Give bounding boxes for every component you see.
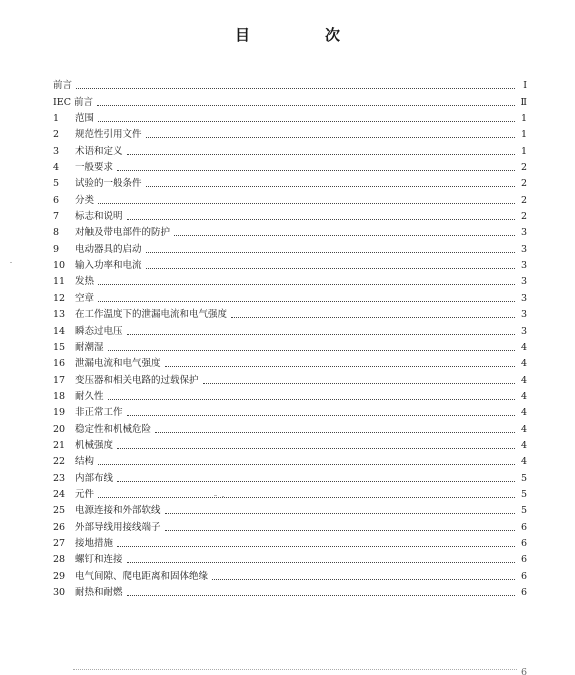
section-title: 结构: [75, 456, 95, 468]
page-number: 4: [520, 407, 527, 419]
toc-entry: [53, 207, 527, 223]
leader-dots: [76, 87, 515, 89]
section-title: 内部布线: [75, 472, 114, 484]
page-number: 5: [520, 488, 527, 500]
section-title: 范围: [75, 113, 95, 125]
leader-dots: [165, 512, 515, 514]
section-title: 耐久性: [75, 390, 104, 402]
toc-entry: [53, 370, 527, 386]
page-number: 1: [520, 129, 527, 141]
toc-entry: [53, 288, 527, 304]
toc-entry: [53, 403, 527, 419]
section-number: 27: [53, 537, 66, 549]
leader-dots: [127, 561, 515, 563]
section-number: 14: [53, 325, 66, 337]
section-number: 9: [53, 243, 60, 255]
leader-dots: [155, 431, 515, 433]
section-title: 规范性引用文件: [75, 129, 142, 141]
leader-dots: [98, 120, 515, 122]
toc-entry: [53, 305, 527, 321]
section-number: 1: [53, 113, 60, 125]
section-title: 耐热和耐燃: [75, 587, 123, 598]
toc-entry: [53, 321, 527, 337]
leader-dots: [127, 594, 515, 596]
page-number: 4: [520, 374, 527, 386]
section-number: 12: [53, 292, 66, 304]
page-number: 3: [520, 260, 527, 272]
page-title: 目 次: [234, 26, 370, 44]
section-title: 机械强度: [75, 439, 114, 451]
section-title: 瞬态过电压: [75, 325, 123, 337]
page-number: Ⅱ: [520, 96, 527, 108]
page-number: 3: [520, 292, 527, 304]
section-title: 变压器和相关电路的过载保护: [75, 374, 199, 386]
page-number: 4: [520, 439, 527, 451]
section-title: 泄漏电流和电气强度: [75, 358, 161, 370]
section-title: 电气间隙、爬电距离和固体绝缘: [75, 570, 209, 582]
page-number: 3: [520, 325, 527, 337]
section-number: 17: [53, 374, 66, 386]
leader-dots: [117, 480, 515, 482]
page-number: Ⅰ: [523, 80, 527, 92]
section-title: 在工作温度下的泄漏电流和电气强度: [75, 309, 228, 321]
toc-entry: [53, 566, 527, 582]
section-number: 8: [53, 227, 60, 239]
toc-entry: [53, 141, 527, 157]
leader-dots: [127, 218, 515, 220]
page-number: 6: [520, 537, 527, 549]
leader-dots: [127, 414, 515, 416]
section-number: 21: [53, 439, 66, 451]
leader-dots: [117, 447, 515, 449]
leader-dots: [98, 202, 515, 204]
section-number: 3: [53, 145, 60, 157]
section-number: 19: [53, 407, 66, 419]
toc-entry: [53, 517, 527, 533]
section-title: 分类: [75, 194, 95, 206]
section-title: 非正常工作: [75, 407, 123, 419]
toc-entry: [53, 501, 527, 517]
toc-entry: [53, 452, 527, 468]
section-title: 空章: [75, 292, 95, 304]
leader-dots: [146, 136, 515, 138]
page-number: 6: [520, 667, 527, 675]
leader-dots: [117, 169, 515, 171]
leader-dots: [165, 365, 515, 367]
section-number: 10: [53, 260, 66, 272]
page-number: 4: [520, 423, 527, 435]
section-title: 稳定性和机械危险: [75, 423, 152, 435]
section-title: 接地措施: [75, 537, 114, 549]
section-title: 发热: [75, 276, 95, 288]
leader-dots: [127, 333, 515, 335]
leader-dots: [98, 283, 515, 285]
table-of-contents: [53, 76, 527, 599]
leader-dots: [146, 267, 515, 269]
section-number: 24: [53, 488, 66, 500]
section-number: 30: [53, 587, 66, 598]
page-number: 4: [520, 390, 527, 402]
page-number: 4: [520, 341, 527, 353]
section-number: 15: [53, 341, 66, 353]
page-number: 1: [520, 113, 527, 125]
section-title: 螺钉和连接: [75, 554, 123, 566]
leader-dots: [174, 234, 515, 236]
toc-entry: [53, 256, 527, 272]
leader-dots: [97, 104, 515, 106]
toc-entry: [53, 419, 527, 435]
leader-dots: [117, 545, 515, 547]
page-number: 5: [520, 505, 527, 517]
page-number: 3: [520, 276, 527, 288]
section-title: 电源连接和外部软线: [75, 505, 161, 517]
page-number: 2: [520, 162, 527, 174]
toc-entry: [53, 174, 527, 190]
toc-entry: [53, 272, 527, 288]
page-number: 6: [520, 587, 527, 598]
scan-speck: [10, 262, 12, 263]
section-title: 试验的一般条件: [75, 178, 142, 190]
section-title: 标志和说明: [75, 211, 123, 223]
section-number: 7: [53, 211, 60, 223]
page-number: 4: [520, 358, 527, 370]
scan-speck: [222, 496, 224, 497]
section-title: 输入功率和电流: [75, 260, 142, 272]
toc-entry: [53, 583, 527, 599]
toc-entry: [53, 125, 527, 141]
toc-entry: [53, 550, 527, 566]
toc-entry: [53, 158, 527, 174]
page-number: 3: [520, 309, 527, 321]
page-number: 6: [520, 554, 527, 566]
section-title: 元件: [75, 488, 95, 500]
leader-dots: [108, 398, 515, 400]
page-number: 6: [520, 521, 527, 533]
section-number: 29: [53, 570, 66, 582]
leader-dots: [146, 251, 515, 253]
section-number: 22: [53, 456, 66, 468]
section-title: IEC 前言: [53, 96, 93, 108]
toc-entry: [53, 338, 527, 354]
section-number: 26: [53, 521, 66, 533]
leader-dots: [127, 153, 515, 155]
leader-dots: [98, 300, 515, 302]
toc-entry: [53, 387, 527, 403]
section-number: 16: [53, 358, 66, 370]
toc-entry: [53, 239, 527, 255]
section-title: 耐潮湿: [75, 341, 104, 353]
page-number: 1: [520, 145, 527, 157]
leader-dots: [73, 669, 517, 670]
section-number: 20: [53, 423, 66, 435]
leader-dots: [98, 496, 515, 498]
section-title: 术语和定义: [75, 145, 123, 157]
leader-dots: [108, 349, 515, 351]
page-number: 2: [520, 178, 527, 190]
toc-entry: [53, 354, 527, 370]
leader-dots: [165, 529, 515, 531]
toc-entry: [53, 468, 527, 484]
toc-entry: [53, 190, 527, 206]
section-number: 6: [53, 194, 60, 206]
toc-entry: [53, 223, 527, 239]
page-number: 5: [520, 472, 527, 484]
page-number: 3: [520, 227, 527, 239]
page-number: 3: [520, 243, 527, 255]
page-number: 2: [520, 211, 527, 223]
leader-dots: [231, 316, 515, 318]
page-number: 6: [520, 570, 527, 582]
section-number: 28: [53, 554, 66, 566]
section-number: 18: [53, 390, 66, 402]
section-number: 13: [53, 309, 66, 321]
section-number: 4: [53, 162, 60, 174]
leader-dots: [98, 463, 515, 465]
toc-entry: [53, 534, 527, 550]
leader-dots: [212, 578, 515, 580]
leader-dots: [203, 382, 515, 384]
page-number: 4: [520, 456, 527, 468]
toc-entry: [53, 436, 527, 452]
toc-entry: [53, 109, 527, 125]
section-title: 对触及带电部件的防护: [75, 227, 171, 239]
toc-entry: [53, 92, 527, 108]
cutoff-row: [53, 666, 527, 675]
section-number: 5: [53, 178, 60, 190]
leader-dots: [146, 185, 515, 187]
section-title: 前言: [53, 80, 73, 92]
section-number: 11: [53, 276, 66, 288]
section-number: 25: [53, 505, 66, 517]
section-title: 一般要求: [75, 162, 114, 174]
section-title: 外部导线用接线端子: [75, 521, 161, 533]
page-number: 2: [520, 194, 527, 206]
toc-entry: [53, 76, 527, 92]
toc-entry: [53, 485, 527, 501]
section-title: 电动器具的启动: [75, 243, 142, 255]
section-number: 23: [53, 472, 66, 484]
scan-speck: [214, 495, 217, 496]
section-number: 2: [53, 129, 60, 141]
